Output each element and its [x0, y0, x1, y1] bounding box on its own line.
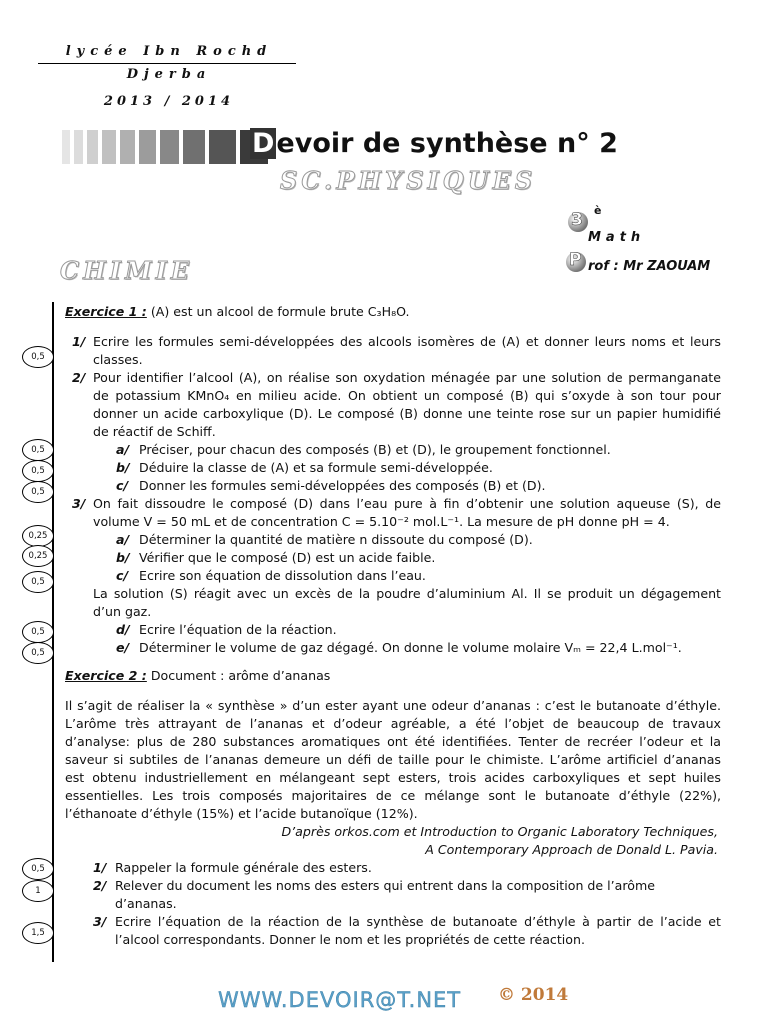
mark-oval: 0,5	[22, 571, 54, 593]
title-gradient-bars	[62, 130, 272, 164]
subject-title: SC.PHYSIQUES	[280, 166, 537, 195]
title-initial: D	[252, 128, 275, 159]
question-text: d’ananas.	[115, 896, 177, 911]
q-sub-number: e/	[116, 640, 130, 655]
mark-oval: 0,5	[22, 481, 54, 503]
exercise-2-heading	[65, 667, 330, 685]
question-text: Déterminer la quantité de matière n dissoute du composé (D).	[139, 532, 533, 547]
question-text: donner un acide carboxylique (D). Le composé (B) donne une teinte rose sur un papier humidifié	[93, 406, 721, 421]
question-text: Déterminer le volume de gaz dégagé. On donne le volume molaire Vₘ = 22,4 L.mol⁻¹.	[139, 640, 682, 655]
page-title	[250, 128, 618, 159]
question-text: l’alcool correspondants. Donner le nom et les propriétés de cette réaction.	[115, 932, 585, 947]
q-number: 2/	[72, 370, 86, 385]
question-text: d’un gaz.	[93, 604, 152, 619]
level-superscript: è	[594, 204, 602, 217]
mark-oval: 0,25	[22, 545, 54, 567]
question-text: Ecrire son équation de dissolution dans l’eau.	[139, 568, 426, 583]
q-sub-number: d/	[116, 622, 130, 637]
q-number: 3/	[93, 914, 107, 929]
question-text: volume V = 50 mL et de concentration C = 5.10⁻² mol.L⁻¹. La mesure de pH donne pH = 4.	[93, 514, 670, 529]
mark-oval: 0,5	[22, 439, 54, 461]
source-citation: D’après orkos.com et Introduction to Organic Laboratory Techniques,	[281, 824, 718, 839]
mark-oval: 0,5	[22, 858, 54, 880]
mark-oval: 0,5	[22, 460, 54, 482]
q-sub-number: b/	[116, 550, 130, 565]
question-text: Vérifier que le composé (D) est un acide faible.	[139, 550, 436, 565]
q-sub-number: c/	[116, 568, 129, 583]
title-rest: evoir de synthèse n° 2	[276, 128, 618, 159]
question-text: Ecrire les formules semi-développées des alcools isomères de (A) et donner leurs noms et leurs	[93, 334, 721, 349]
document-text: l’éthanoate d’éthyle (15%) et l’acide butanoïque (12%).	[65, 806, 418, 821]
prof-name: rof : Mr ZAOUAM	[588, 259, 711, 274]
q-number: 1/	[72, 334, 86, 349]
q-number: 3/	[72, 496, 86, 511]
school-year: 2013 / 2014	[103, 94, 235, 109]
exercise-1-label: Exercice 1 :	[65, 304, 147, 319]
question-text: de réactif de Schiff.	[93, 424, 216, 439]
footer-copyright: © 2014	[498, 985, 569, 1005]
document-text: saveur si subtiles de l’ananas demeure un défi de taille pour le chimiste. L’arôme artificiel d’ananas	[65, 752, 721, 767]
question-text: Ecrire l’équation de la réaction.	[139, 622, 337, 637]
source-citation: A Contemporary Approach de Donald L. Pavia.	[425, 842, 718, 857]
q-number: 1/	[93, 860, 107, 875]
mark-oval: 0,5	[22, 621, 54, 643]
exercise-1-intro: (A) est un alcool de formule brute C₃H₈O.	[150, 304, 410, 319]
document-text: d’analyse: plus de 280 substances aromatiques ont été identifiées. Tenter de recréer l’odeur et la	[65, 734, 721, 749]
mark-oval: 1,5	[22, 922, 54, 944]
exercise-2-label: Exercice 2 :	[65, 668, 147, 683]
school-city: Djerba	[126, 67, 212, 82]
q-number: 2/	[93, 878, 107, 893]
header-divider	[38, 63, 296, 64]
section-title: CHIMIE	[60, 256, 194, 285]
document-text: est obtenu industriellement en mélangeant sept esters, trois acides carboxyliques et sept huiles	[65, 770, 721, 785]
question-text: Préciser, pour chacun des composés (B) et (D), le groupement fonctionnel.	[139, 442, 611, 457]
question-text: On fait dissoudre le composé (D) dans l’eau pure à fin d’obtenir une solution aqueuse (S), de	[93, 496, 721, 511]
q-sub-number: a/	[116, 532, 130, 547]
question-text: Relever du document les noms des esters qui entrent dans la composition de l’arôme	[115, 878, 656, 893]
question-text: La solution (S) réagit avec un excès de la poudre d’aluminium Al. Il se produit un dégagement	[93, 586, 721, 601]
question-text: Pour identifier l’alcool (A), on réalise son oxydation ménagée par une solution de permanganate	[93, 370, 721, 385]
q-sub-number: a/	[116, 442, 130, 457]
prof-badge: P	[566, 252, 586, 272]
question-text: Ecrire l’équation de la réaction de la synthèse de butanoate d’éthyle à partir de l’acide et	[115, 914, 721, 929]
school-name: lycée Ibn Rochd	[65, 44, 273, 59]
exercise-2-intro: Document : arôme d’ananas	[150, 668, 331, 683]
mark-oval: 1	[22, 880, 54, 902]
q-sub-number: c/	[116, 478, 129, 493]
document-text: essentielles. Les trois composés majoritaires de ce mélange sont le butanoate d’éthyle (22%),	[65, 788, 721, 803]
question-text: Déduire la classe de (A) et sa formule semi-développée.	[139, 460, 493, 475]
mark-oval: 0,5	[22, 346, 54, 368]
document-text: Il s’agit de réaliser la « synthèse » d’un ester ayant une odeur d’ananas : c’est le butanoate d’éthyle.	[65, 698, 721, 713]
mark-oval: 0,5	[22, 642, 54, 664]
question-text: classes.	[93, 352, 143, 367]
exercise-1-heading	[65, 303, 410, 321]
footer-site-link[interactable]: WWW.DEVOIR@T.NET	[218, 988, 462, 1012]
mark-oval: 0,25	[22, 525, 54, 547]
q-sub-number: b/	[116, 460, 130, 475]
question-text: Donner les formules semi-développées des composés (B) et (D).	[139, 478, 546, 493]
level-badge: 3	[568, 212, 588, 232]
question-text: Rappeler la formule générale des esters.	[115, 860, 372, 875]
question-text: de potassium KMnO₄ en milieu acide. On obtient un composé (B) qui s’oxyde à son tour pour	[93, 388, 721, 403]
level-section: Math	[588, 230, 646, 245]
document-text: L’arôme très attrayant de l’ananas et d’odeur agréable, a été l’objet de beaucoup de travaux	[65, 716, 721, 731]
